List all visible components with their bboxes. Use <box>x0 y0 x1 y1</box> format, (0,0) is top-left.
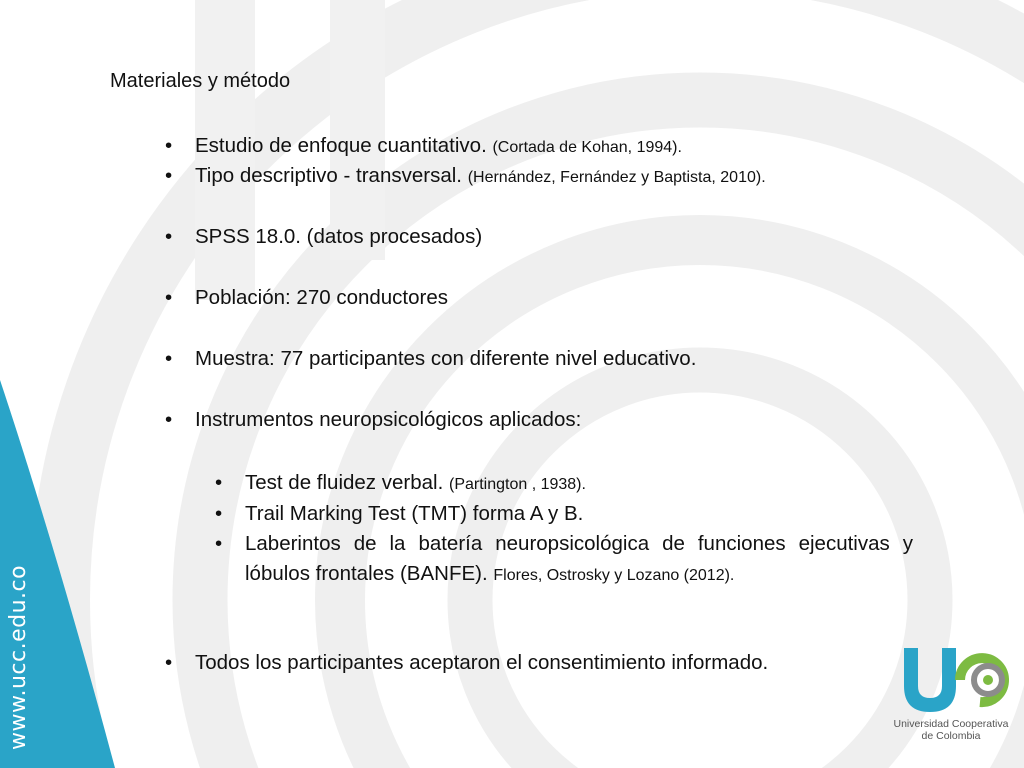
item-text: Todos los participantes aceptaron el consentimiento informado. <box>195 651 769 674</box>
item-text: Población: 270 conductores <box>195 286 449 309</box>
bullet-icon: • <box>215 471 223 494</box>
bullet-icon: • <box>165 408 173 431</box>
item-citation: (Hernández, Fernández y Baptista, 2010). <box>467 169 766 186</box>
slide-heading: Materiales y método <box>110 70 291 92</box>
item-citation: Flores, Ostrosky y Lozano (2012). <box>493 567 735 584</box>
bullet-icon: • <box>165 225 173 248</box>
list-item <box>165 648 769 678</box>
bullet-icon: • <box>165 164 173 187</box>
bullet-icon: • <box>165 286 173 309</box>
bullet-icon: • <box>215 532 223 555</box>
logo-text <box>886 718 1016 742</box>
item-text: Muestra: 77 participantes con diferente nivel educativo. <box>195 347 697 370</box>
sub-list-item <box>215 529 913 591</box>
list-item <box>165 405 582 435</box>
list-item <box>165 222 483 252</box>
item-text: SPSS 18.0. (datos procesados) <box>195 225 483 248</box>
item-citation: (Partington , 1938). <box>448 476 586 493</box>
item-text: Estudio de enfoque cuantitativo. <box>195 134 487 157</box>
logo-letter-u <box>904 648 956 712</box>
logo-line-2: de Colombia <box>921 730 981 742</box>
logo-dot <box>983 675 993 685</box>
item-text: Test de fluidez verbal. <box>245 471 444 494</box>
item-text: Instrumentos neuropsicológicos aplicados: <box>195 408 582 431</box>
list-item <box>165 344 697 374</box>
item-text: Trail Marking Test (TMT) forma A y B. <box>245 502 584 525</box>
bullet-icon: • <box>165 651 173 674</box>
item-citation: (Cortada de Kohan, 1994). <box>492 139 682 156</box>
bullet-icon: • <box>165 134 173 157</box>
bullet-icon: • <box>165 347 173 370</box>
sub-list-item <box>215 468 586 500</box>
list-item <box>165 161 766 193</box>
website-url: www.ucc.edu.co <box>6 564 31 750</box>
bullet-icon: • <box>215 502 223 525</box>
item-text: Laberintos de la batería neuropsicológica de funciones ejecutivas y lóbulos frontales (BANFE). <box>245 532 913 585</box>
item-text: Tipo descriptivo - transversal. <box>195 164 462 187</box>
sub-list-item <box>215 499 584 529</box>
list-item <box>165 283 449 313</box>
list-item <box>165 131 682 163</box>
ucc-logo-icon <box>890 640 1020 760</box>
logo-line-1: Universidad Cooperativa <box>893 718 1009 730</box>
